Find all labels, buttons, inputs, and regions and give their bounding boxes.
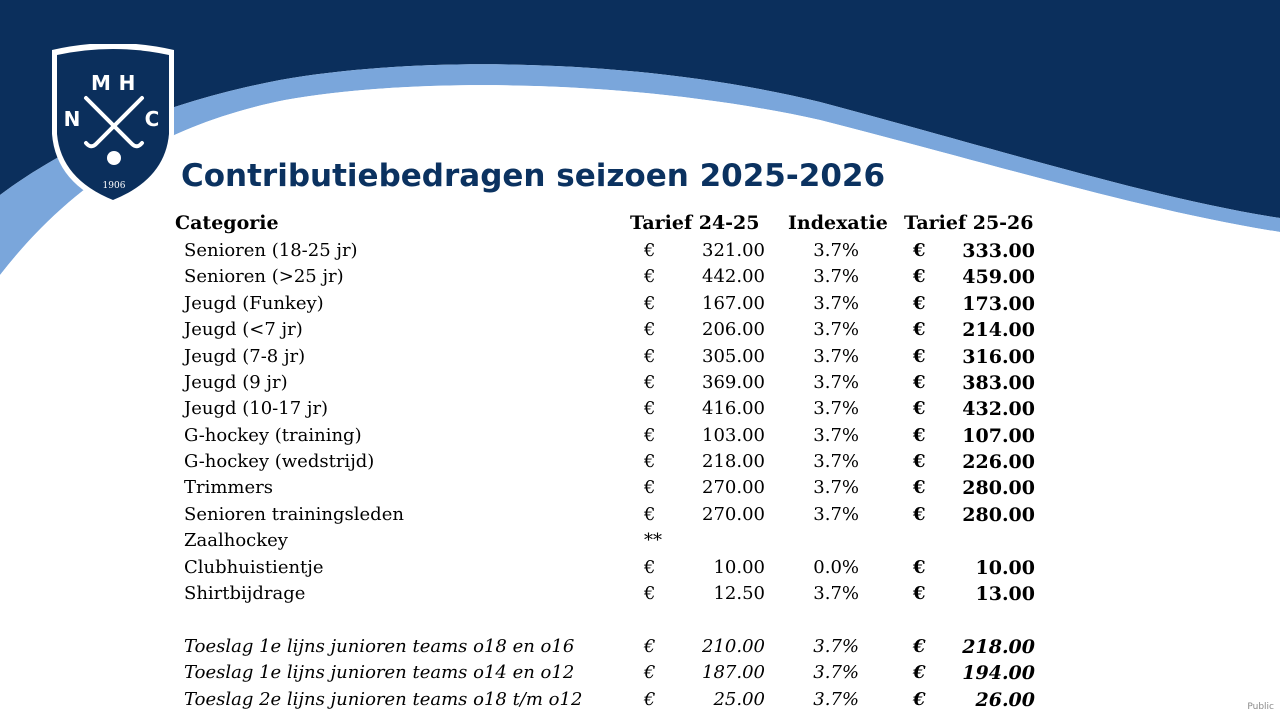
classification-label: Public: [1247, 702, 1274, 712]
cell-tariff-new: 107.00: [962, 425, 1035, 447]
cell-tariff-new: 383.00: [962, 372, 1035, 394]
table-row: [0, 555, 1280, 581]
cell-tariff-new: 13.00: [975, 583, 1035, 605]
cell-currency-prev: €: [644, 477, 656, 498]
cell-currency-new: €: [913, 583, 926, 604]
cell-category: Shirtbijdrage: [184, 583, 306, 604]
cell-category: Jeugd (Funkey): [184, 293, 324, 314]
cell-currency-new: €: [913, 425, 926, 446]
surcharge-row: [0, 634, 1280, 660]
table-row: [0, 475, 1280, 501]
cell-indexation: 3.7%: [813, 372, 859, 393]
logo-letter-c: C: [144, 107, 160, 131]
cell-currency-new: €: [913, 398, 926, 419]
cell-currency-prev: **: [644, 530, 662, 551]
cell-category: Jeugd (9 jr): [184, 372, 288, 393]
cell-tariff-prev: 25.00: [713, 689, 765, 710]
cell-currency-new: €: [913, 504, 926, 525]
hockey-ball-icon: [107, 151, 121, 165]
cell-indexation: 3.7%: [813, 425, 859, 446]
cell-indexation: 3.7%: [813, 636, 859, 657]
page-title: Contributiebedragen seizoen 2025-2026: [181, 158, 886, 194]
cell-currency-new: €: [913, 319, 926, 340]
logo-letter-n: N: [63, 107, 81, 131]
cell-tariff-prev: 187.00: [702, 662, 765, 683]
cell-tariff-new: 459.00: [962, 266, 1035, 288]
cell-tariff-prev: 167.00: [702, 293, 765, 314]
logo-year: 1906: [102, 181, 126, 191]
cell-currency-prev: €: [644, 266, 656, 287]
table-row: [0, 264, 1280, 290]
cell-indexation: 3.7%: [813, 398, 859, 419]
surcharge-row: [0, 687, 1280, 713]
cell-category: Senioren (>25 jr): [184, 266, 344, 287]
cell-tariff-new: 218.00: [962, 636, 1035, 658]
cell-tariff-new: 26.00: [975, 689, 1035, 711]
header-category: Categorie: [175, 212, 279, 234]
cell-currency-prev: €: [644, 293, 656, 314]
club-logo-shield: [44, 44, 182, 210]
header-tariff-2425: Tarief 24-25: [630, 212, 760, 234]
cell-tariff-prev: 270.00: [702, 477, 765, 498]
cell-tariff-new: 333.00: [962, 240, 1035, 262]
cell-category: Senioren (18-25 jr): [184, 240, 358, 261]
table-row: [0, 502, 1280, 528]
table-row: [0, 317, 1280, 343]
cell-category: Trimmers: [184, 477, 273, 498]
cell-tariff-prev: 10.00: [713, 557, 765, 578]
cell-indexation: 3.7%: [813, 266, 859, 287]
cell-tariff-new: 214.00: [962, 319, 1035, 341]
cell-indexation: 3.7%: [813, 240, 859, 261]
cell-currency-prev: €: [644, 319, 656, 340]
table-row: [0, 344, 1280, 370]
cell-currency-new: €: [913, 689, 926, 710]
cell-category: Toeslag 1e lijns junioren teams o14 en o12: [184, 662, 575, 683]
cell-currency-prev: €: [644, 425, 656, 446]
logo-letter-h: H: [118, 71, 136, 95]
cell-indexation: 3.7%: [813, 346, 859, 367]
cell-currency-new: €: [913, 636, 926, 657]
cell-category: Senioren trainingsleden: [184, 504, 404, 525]
cell-tariff-prev: 369.00: [702, 372, 765, 393]
table-row: [0, 370, 1280, 396]
cell-indexation: 3.7%: [813, 293, 859, 314]
cell-indexation: 0.0%: [813, 557, 859, 578]
cell-indexation: 3.7%: [813, 583, 859, 604]
cell-currency-new: €: [913, 266, 926, 287]
cell-currency-prev: €: [644, 636, 656, 657]
cell-tariff-new: 173.00: [962, 293, 1035, 315]
cell-currency-new: €: [913, 557, 926, 578]
table-row: [0, 581, 1280, 607]
table-row: [0, 291, 1280, 317]
cell-currency-prev: €: [644, 346, 656, 367]
cell-currency-prev: €: [644, 451, 656, 472]
cell-tariff-new: 316.00: [962, 346, 1035, 368]
logo-letter-m: M: [91, 71, 111, 95]
cell-tariff-new: 226.00: [962, 451, 1035, 473]
cell-category: Zaalhockey: [184, 530, 288, 551]
cell-currency-new: €: [913, 451, 926, 472]
cell-tariff-prev: 210.00: [702, 636, 765, 657]
cell-tariff-prev: 103.00: [702, 425, 765, 446]
cell-category: Jeugd (10-17 jr): [184, 398, 329, 419]
table-row: [0, 396, 1280, 422]
header-indexation: Indexatie: [788, 212, 888, 234]
cell-category: Toeslag 1e lijns junioren teams o18 en o16: [184, 636, 575, 657]
cell-indexation: 3.7%: [813, 477, 859, 498]
table-row: [0, 238, 1280, 264]
cell-currency-prev: €: [644, 372, 656, 393]
cell-currency-prev: €: [644, 398, 656, 419]
cell-indexation: 3.7%: [813, 662, 859, 683]
cell-tariff-prev: 442.00: [702, 266, 765, 287]
surcharge-row: [0, 660, 1280, 686]
cell-tariff-prev: 416.00: [702, 398, 765, 419]
cell-tariff-prev: 321.00: [702, 240, 765, 261]
cell-currency-prev: €: [644, 557, 656, 578]
cell-currency-new: €: [913, 346, 926, 367]
cell-tariff-prev: 206.00: [702, 319, 765, 340]
cell-tariff-new: 10.00: [975, 557, 1035, 579]
table-row: [0, 449, 1280, 475]
cell-category: Jeugd (<7 jr): [184, 319, 303, 340]
cell-currency-new: €: [913, 240, 926, 261]
cell-category: Toeslag 2e lijns junioren teams o18 t/m o12: [184, 689, 583, 710]
table-row: [0, 423, 1280, 449]
cell-currency-prev: €: [644, 662, 656, 683]
cell-category: Jeugd (7-8 jr): [184, 346, 306, 367]
table-row: [0, 528, 1280, 554]
cell-category: G-hockey (training): [184, 425, 362, 446]
cell-category: G-hockey (wedstrijd): [184, 451, 375, 472]
cell-tariff-prev: 270.00: [702, 504, 765, 525]
cell-currency-prev: €: [644, 689, 656, 710]
cell-currency-new: €: [913, 372, 926, 393]
cell-tariff-prev: 218.00: [702, 451, 765, 472]
cell-currency-new: €: [913, 477, 926, 498]
cell-indexation: 3.7%: [813, 319, 859, 340]
cell-tariff-new: 194.00: [962, 662, 1035, 684]
cell-currency-new: €: [913, 293, 926, 314]
cell-tariff-prev: 305.00: [702, 346, 765, 367]
cell-currency-prev: €: [644, 583, 656, 604]
cell-indexation: 3.7%: [813, 504, 859, 525]
cell-category: Clubhuistientje: [184, 557, 324, 578]
cell-tariff-new: 280.00: [962, 477, 1035, 499]
cell-tariff-new: 280.00: [962, 504, 1035, 526]
cell-tariff-prev: 12.50: [713, 583, 765, 604]
cell-tariff-new: 432.00: [962, 398, 1035, 420]
header-tariff-2526: Tarief 25-26: [904, 212, 1034, 234]
cell-indexation: 3.7%: [813, 689, 859, 710]
cell-currency-new: €: [913, 662, 926, 683]
cell-indexation: 3.7%: [813, 451, 859, 472]
cell-currency-prev: €: [644, 240, 656, 261]
cell-currency-prev: €: [644, 504, 656, 525]
